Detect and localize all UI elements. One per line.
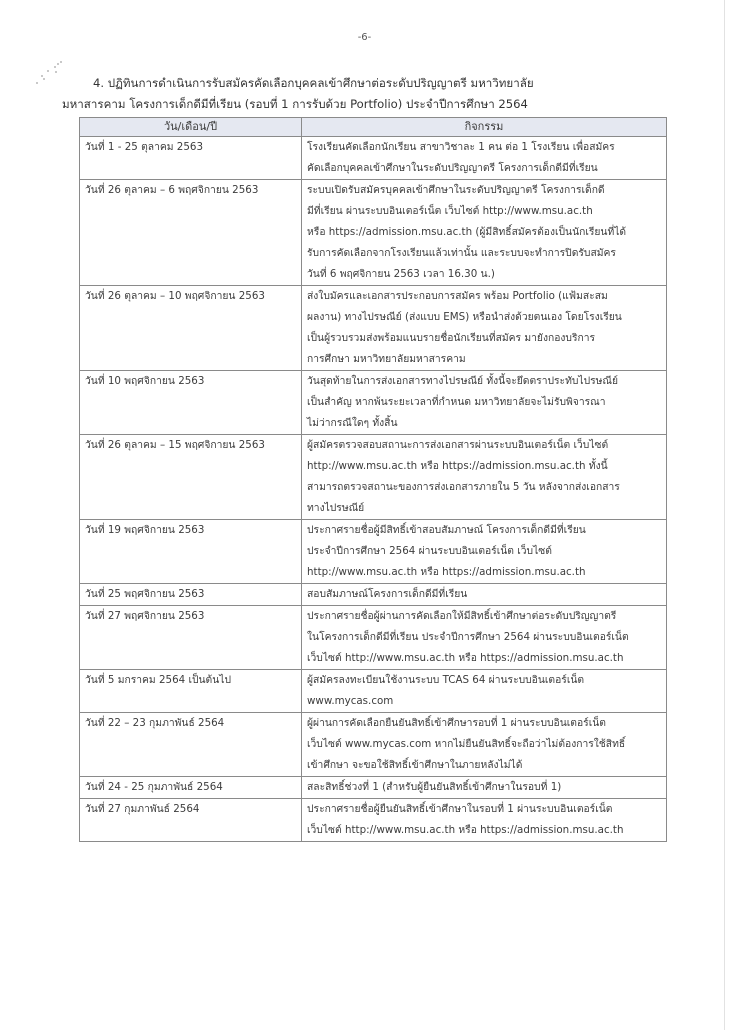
activity-cell <box>302 670 667 713</box>
date-cell: วันที่ 10 พฤศจิกายน 2563 <box>80 371 302 435</box>
table-row <box>80 670 667 713</box>
table-row <box>80 435 667 520</box>
activity-cell <box>302 799 667 842</box>
activity-line: ส่งใบมัครและเอกสารประกอบการสมัคร พร้อม Portfolio (แฟ้มสะสม <box>307 290 608 302</box>
activity-line: เว็บไซต์ www.mycas.com หากไม่ยืนยันสิทธิ์จะถือว่าไม่ต้องการใช้สิทธิ์ <box>307 738 626 750</box>
activity-line: ประกาศรายชื่อผู้ยืนยันสิทธิ์เข้าศึกษาในรอบที่ 1 ผ่านระบบอินเตอร์เน็ต <box>307 803 613 815</box>
page-number: -6- <box>357 32 372 43</box>
activity-line: http://www.msu.ac.th หรือ https://admission.msu.ac.th <box>307 566 586 578</box>
activity-line: ผลงาน) ทางไปรษณีย์ (ส่งแบบ EMS) หรือนำส่งด้วยตนเอง โดยโรงเรียน <box>307 311 622 323</box>
heading-line-2: มหาสารคาม โครงการเด็กดีมีที่เรียน (รอบที่ 1 การรับด้วย Portfolio) ประจำปีการศึกษา 2564 <box>62 97 528 111</box>
activity-line: เป็นผู้รวบรวมส่งพร้อมแนบรายชื่อนักเรียนที่สมัคร มายังกองบริการ <box>307 332 596 344</box>
activity-line: ในโครงการเด็กดีมีที่เรียน ประจำปีการศึกษา 2564 ผ่านระบบอินเตอร์เน็ต <box>307 631 629 643</box>
activity-line: ประกาศรายชื่อผู้มีสิทธิ์เข้าสอบสัมภาษณ์ โครงการเด็กดีมีที่เรียน <box>307 524 586 536</box>
page-edge <box>724 0 725 1030</box>
activity-line: วันที่ 6 พฤศจิกายน 2563 เวลา 16.30 น.) <box>307 268 495 280</box>
table-row <box>80 713 667 777</box>
date-cell: วันที่ 26 ตุลาคม – 15 พฤศจิกายน 2563 <box>80 435 302 520</box>
activity-line: ประจำปีการศึกษา 2564 ผ่านระบบอินเตอร์เน็ต เว็บไซต์ <box>307 545 552 557</box>
activity-cell <box>302 584 667 606</box>
date-cell: วันที่ 19 พฤศจิกายน 2563 <box>80 520 302 584</box>
activity-line: เว็บไซต์ http://www.msu.ac.th หรือ https://admission.msu.ac.th <box>307 652 624 664</box>
activity-cell <box>302 435 667 520</box>
date-cell: วันที่ 27 กุมภาพันธ์ 2564 <box>80 799 302 842</box>
section-heading <box>62 73 702 115</box>
activity-line: ผู้สมัครตรวจสอบสถานะการส่งเอกสารผ่านระบบอินเตอร์เน็ต เว็บไซต์ <box>307 439 609 451</box>
activity-cell <box>302 713 667 777</box>
activity-line: ประกาศรายชื่อผู้ผ่านการคัดเลือกให้มีสิทธิ์เข้าศึกษาต่อระดับปริญญาตรี <box>307 610 617 622</box>
date-cell: วันที่ 25 พฤศจิกายน 2563 <box>80 584 302 606</box>
activity-line: เข้าศึกษา จะขอใช้สิทธิ์เข้าศึกษาในภายหลังไม่ได้ <box>307 759 523 771</box>
activity-line: มีที่เรียน ผ่านระบบอินเตอร์เน็ต เว็บไซต์ http://www.msu.ac.th <box>307 205 593 217</box>
activity-line: เว็บไซต์ http://www.msu.ac.th หรือ https://admission.msu.ac.th <box>307 824 624 836</box>
activity-cell <box>302 180 667 286</box>
date-cell: วันที่ 1 - 25 ตุลาคม 2563 <box>80 137 302 180</box>
activity-line: สอบสัมภาษณ์โครงการเด็กดีมีที่เรียน <box>307 588 468 600</box>
table-row <box>80 286 667 371</box>
table-row <box>80 520 667 584</box>
activity-line: ไม่ว่ากรณีใดๆ ทั้งสิ้น <box>307 417 398 429</box>
date-cell: วันที่ 24 - 25 กุมภาพันธ์ 2564 <box>80 777 302 799</box>
activity-line: ผู้สมัครลงทะเบียนใช้งานระบบ TCAS 64 ผ่านระบบอินเตอร์เน็ต <box>307 674 585 686</box>
activity-line: ทางไปรษณีย์ <box>307 502 365 514</box>
activity-line: การศึกษา มหาวิทยาลัยมหาสารคาม <box>307 353 466 365</box>
table-row <box>80 371 667 435</box>
activity-line: ผู้ผ่านการคัดเลือกยืนยันสิทธิ์เข้าศึกษารอบที่ 1 ผ่านระบบอินเตอร์เน็ต <box>307 717 606 729</box>
activity-line: สามารถตรวจสถานะของการส่งเอกสารภายใน 5 วัน หลังจากส่งเอกสาร <box>307 481 620 493</box>
date-cell: วันที่ 27 พฤศจิกายน 2563 <box>80 606 302 670</box>
header-date: วัน/เดือน/ปี <box>80 118 302 137</box>
table-row <box>80 777 667 799</box>
activity-line: วันสุดท้ายในการส่งเอกสารทางไปรษณีย์ ทั้งนี้จะยึดตราประทับไปรษณีย์ <box>307 375 619 387</box>
activity-cell <box>302 286 667 371</box>
activity-cell <box>302 606 667 670</box>
activity-line: ระบบเปิดรับสมัครบุคคลเข้าศึกษาในระดับปริญญาตรี โครงการเด็กดี <box>307 184 605 196</box>
activity-cell <box>302 777 667 799</box>
table-row <box>80 180 667 286</box>
heading-line-1: 4. ปฏิทินการดำเนินการรับสมัครคัดเลือกบุคคลเข้าศึกษาต่อระดับปริญญาตรี มหาวิทยาลัย <box>93 76 534 90</box>
activity-line: รับการคัดเลือกจากโรงเรียนแล้วเท่านั้น และระบบจะทำการปิดรับสมัคร <box>307 247 616 259</box>
table-row <box>80 799 667 842</box>
date-cell: วันที่ 26 ตุลาคม – 6 พฤศจิกายน 2563 <box>80 180 302 286</box>
date-cell: วันที่ 22 – 23 กุมภาพันธ์ 2564 <box>80 713 302 777</box>
table-header-row <box>80 118 667 137</box>
date-cell: วันที่ 26 ตุลาคม – 10 พฤศจิกายน 2563 <box>80 286 302 371</box>
table-row <box>80 137 667 180</box>
activity-line: http://www.msu.ac.th หรือ https://admission.msu.ac.th ทั้งนี้ <box>307 460 608 472</box>
header-activity: กิจกรรม <box>302 118 667 137</box>
activity-line: เป็นสำคัญ หากพ้นระยะเวลาที่กำหนด มหาวิทยาลัยจะไม่รับพิจารณา <box>307 396 606 408</box>
table-row <box>80 584 667 606</box>
activity-line: โรงเรียนคัดเลือกนักเรียน สาขาวิชาละ 1 คน ต่อ 1 โรงเรียน เพื่อสมัคร <box>307 141 615 153</box>
activity-line: คัดเลือกบุคคลเข้าศึกษาในระดับปริญญาตรี โครงการเด็กดีมีที่เรียน <box>307 162 598 174</box>
table-row <box>80 606 667 670</box>
schedule-table <box>79 117 667 842</box>
date-cell: วันที่ 5 มกราคม 2564 เป็นต้นไป <box>80 670 302 713</box>
activity-line: สละสิทธิ์ช่วงที่ 1 (สำหรับผู้ยืนยันสิทธิ์เข้าศึกษาในรอบที่ 1) <box>307 781 562 793</box>
activity-line: www.mycas.com <box>307 695 394 707</box>
activity-cell <box>302 520 667 584</box>
activity-line: หรือ https://admission.msu.ac.th (ผู้มีสิทธิ์สมัครต้องเป็นนักเรียนที่ได้ <box>307 226 627 238</box>
scan-specks <box>34 58 64 88</box>
activity-cell <box>302 137 667 180</box>
activity-cell <box>302 371 667 435</box>
